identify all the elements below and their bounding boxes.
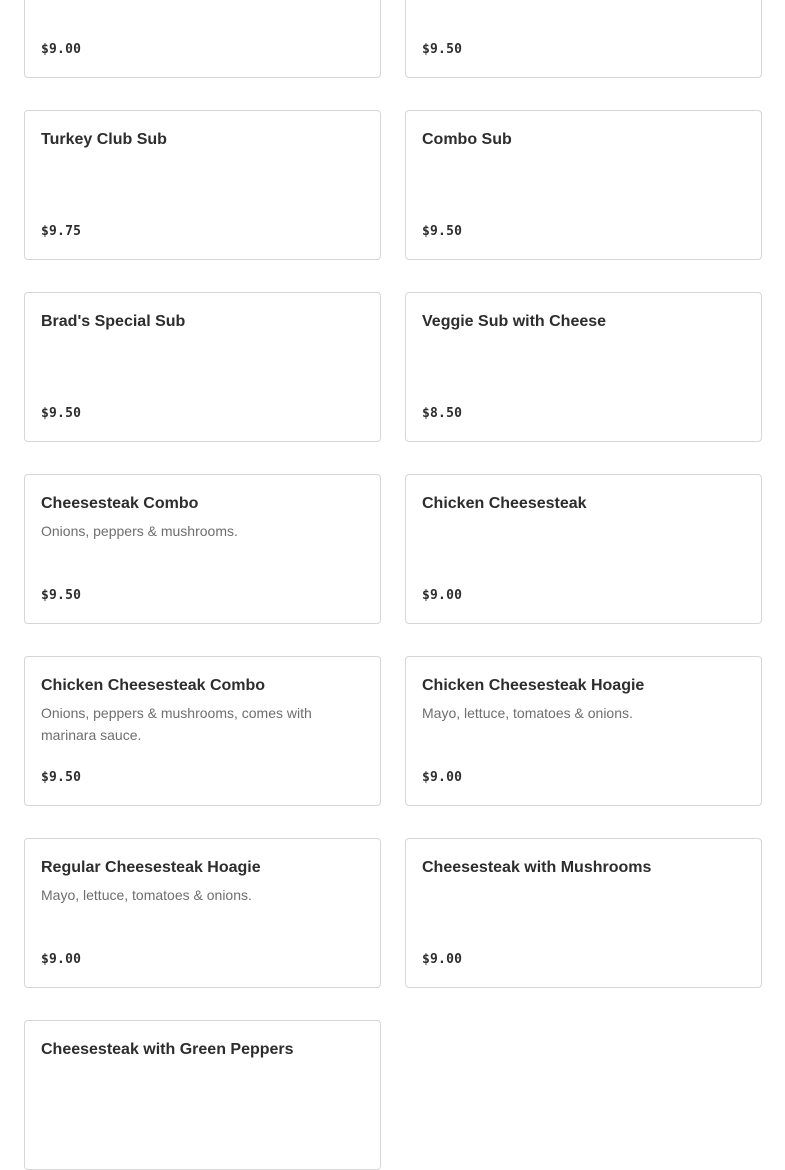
menu-item-card[interactable] (405, 474, 762, 624)
menu-item-description: Mayo, lettuce, tomatoes & onions. (41, 887, 252, 903)
menu-item-card[interactable] (405, 838, 762, 988)
menu-item-price: $8.50 (422, 406, 463, 421)
menu-item-name: Chicken Cheesesteak (422, 495, 587, 512)
menu-item-price: $9.50 (422, 42, 463, 57)
menu-item-price: $9.00 (41, 952, 82, 967)
menu-item-card[interactable] (24, 0, 381, 78)
menu-item-price: $9.75 (41, 224, 82, 239)
menu-item-name: Cheesesteak with Green Peppers (41, 1041, 294, 1058)
menu-item-card[interactable] (405, 0, 762, 78)
menu-item-name: Chicken Cheesesteak Combo (41, 677, 266, 694)
menu-item-card[interactable] (24, 838, 381, 988)
menu-item-name: Chicken Cheesesteak Hoagie (422, 677, 645, 694)
menu-item-name: Combo Sub (422, 131, 512, 148)
menu-item-card[interactable] (24, 292, 381, 442)
menu-item-name: Cheesesteak Combo (41, 495, 199, 512)
menu-item-price: $9.50 (41, 588, 82, 603)
menu-item-name: Brad's Special Sub (41, 313, 186, 330)
menu-item-card[interactable] (24, 474, 381, 624)
menu-item-card[interactable] (24, 110, 381, 260)
menu-item-price: $9.50 (41, 406, 82, 421)
menu-item-card[interactable] (405, 292, 762, 442)
menu-item-name: Cheesesteak with Mushrooms (422, 859, 652, 876)
menu-item-price: $9.00 (422, 770, 463, 785)
menu-item-price: $9.00 (41, 42, 82, 57)
menu-item-description: Onions, peppers & mushrooms, comes with marinara sauce. (41, 705, 312, 743)
menu-item-price: $9.00 (422, 588, 463, 603)
menu-item-card[interactable] (405, 656, 762, 806)
menu-item-card[interactable] (24, 656, 381, 806)
menu-item-description: Onions, peppers & mushrooms. (41, 523, 238, 539)
menu-item-price: $9.50 (41, 770, 82, 785)
menu-item-name: Turkey Club Sub (41, 131, 167, 148)
menu-item-price: $9.00 (422, 952, 463, 967)
menu-item-card[interactable] (405, 110, 762, 260)
menu-item-price: $9.50 (422, 224, 463, 239)
menu-item-card[interactable] (24, 1020, 381, 1170)
menu-item-name: Regular Cheesesteak Hoagie (41, 859, 261, 876)
menu-item-name: Veggie Sub with Cheese (422, 313, 607, 330)
menu-item-description: Mayo, lettuce, tomatoes & onions. (422, 705, 633, 721)
